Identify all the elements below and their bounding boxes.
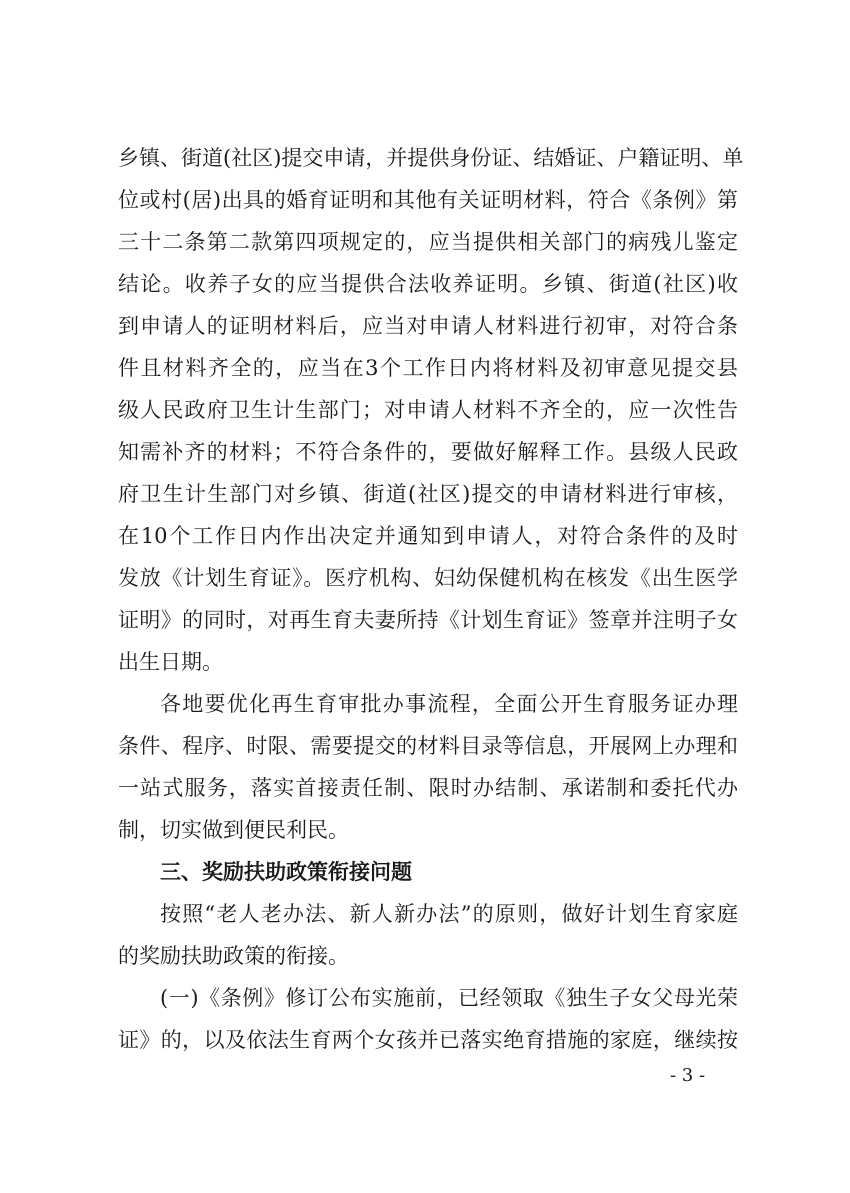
body-text-line: 乡镇、街道(社区)提交申请，并提供身份证、结婚证、户籍证明、单 xyxy=(118,146,744,170)
body-text-line: 证》的，以及依法生育两个女孩并已落实绝育措施的家庭，继续按 xyxy=(118,1028,738,1052)
body-text-line: 出生日期。 xyxy=(118,650,223,674)
paragraph-first-line: 各地要优化再生育审批办事流程，全面公开生育服务证办理 xyxy=(160,692,738,716)
body-text-line: 证明》的同时，对再生育夫妻所持《计划生育证》签章并注明子女 xyxy=(118,608,738,632)
body-text-line: 级人民政府卫生计生部门；对申请人材料不齐全的，应一次性告 xyxy=(118,398,738,422)
body-text-line: 件且材料齐全的，应当在3个工作日内将材料及初审意见提交县 xyxy=(118,356,738,380)
body-text-line: 一站式服务，落实首接责任制、限时办结制、承诺制和委托代办 xyxy=(118,776,738,800)
page-number: - 3 - xyxy=(670,1065,706,1086)
body-text-line: 结论。收养子女的应当提供合法收养证明。乡镇、街道(社区)收 xyxy=(118,272,738,296)
body-text-line: 府卫生计生部门对乡镇、街道(社区)提交的申请材料进行审核， xyxy=(118,482,738,506)
body-text-line: 到申请人的证明材料后，应当对申请人材料进行初审，对符合条 xyxy=(118,314,738,338)
body-text-line: 制，切实做到便民利民。 xyxy=(118,818,349,842)
paragraph-first-line: 按照“老人老办法、新人新办法”的原则，做好计划生育家庭 xyxy=(160,902,738,926)
section-heading: 三、奖励扶助政策衔接问题 xyxy=(160,860,412,884)
body-text-line: 知需补齐的材料；不符合条件的，要做好解释工作。县级人民政 xyxy=(118,440,738,464)
body-text-line: 三十二条第二款第四项规定的，应当提供相关部门的病残儿鉴定 xyxy=(118,230,738,254)
body-text-line: 的奖励扶助政策的衔接。 xyxy=(118,944,349,968)
body-text-line: 条件、程序、时限、需要提交的材料目录等信息，开展网上办理和 xyxy=(118,734,738,758)
body-text-line: 位或村(居)出具的婚育证明和其他有关证明材料，符合《条例》第 xyxy=(118,188,738,212)
paragraph-first-line: (一)《条例》修订公布实施前，已经领取《独生子女父母光荣 xyxy=(160,986,738,1010)
body-text-line: 发放《计划生育证》。医疗机构、妇幼保健机构在核发《出生医学 xyxy=(118,566,738,590)
body-text-line: 在10个工作日内作出决定并通知到申请人，对符合条件的及时 xyxy=(118,524,738,548)
